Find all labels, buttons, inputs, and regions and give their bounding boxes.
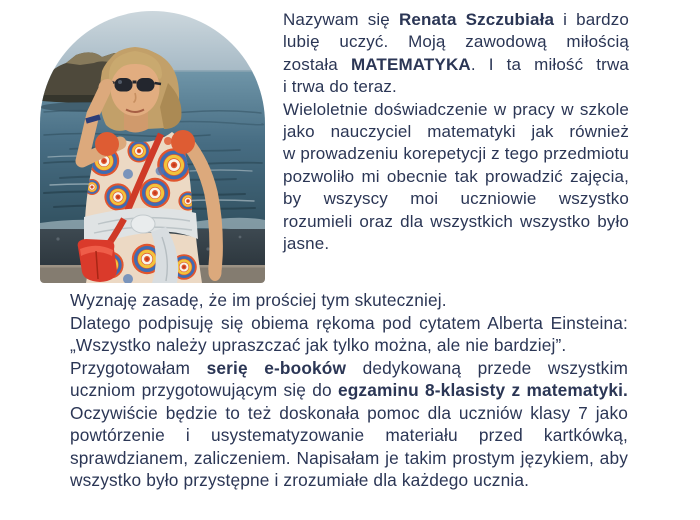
intro-text-column bbox=[283, 9, 629, 255]
body-paragraph-2: Dlatego podpisuję się obiema rękoma pod cytatem Alberta Einsteina: „Wszystko należy upraszczać jak tylko można, ale nie bardziej”. bbox=[70, 312, 628, 355]
intro-paragraph-2: Wieloletnie doświadczenie w pracy w szkole jako nauczyciel matematyki jak również w prowadzeniu korepetycji z tego przedmiotu pozwoliło mi obecnie tak prowadzić zajęcia, by wszyscy moi uczniowie wszystko rozumieli oraz dla wszystkich wszystko było jasne. bbox=[283, 99, 629, 254]
bracelet bbox=[86, 117, 100, 121]
red-bag bbox=[78, 239, 117, 282]
right-sleeve bbox=[171, 130, 195, 154]
body-text-section bbox=[70, 289, 628, 492]
profile-photo-arch bbox=[40, 11, 265, 283]
body-paragraph-3: Przygotowałam serię e-booków dedykowaną przede wszystkim uczniom przygotowującym się do egzaminu 8-klasisty z matematyki. Oczywiście będzie to też doskonała pomoc dla uczniów klasy 7 jako powtórzenie i usystematyzowanie materiału przed kartkówką, sprawdzianem, zaliczeniem. Napisałam je takim prostym językiem, aby wszystko było przystępne i zrozumiałe dla każdego ucznia. bbox=[70, 357, 629, 490]
intro-paragraph-1: Nazywam się Renata Szczubiała i bardzo lubię uczyć. Moją zawodową miłością została MATEMATYKA. I ta miłość trwa i trwa do teraz. bbox=[283, 10, 629, 97]
seaside-portrait-illustration bbox=[40, 11, 265, 283]
body-paragraph-1: Wyznaję zasadę, że im prościej tym skuteczniej. bbox=[70, 290, 447, 310]
left-sleeve bbox=[95, 132, 119, 156]
